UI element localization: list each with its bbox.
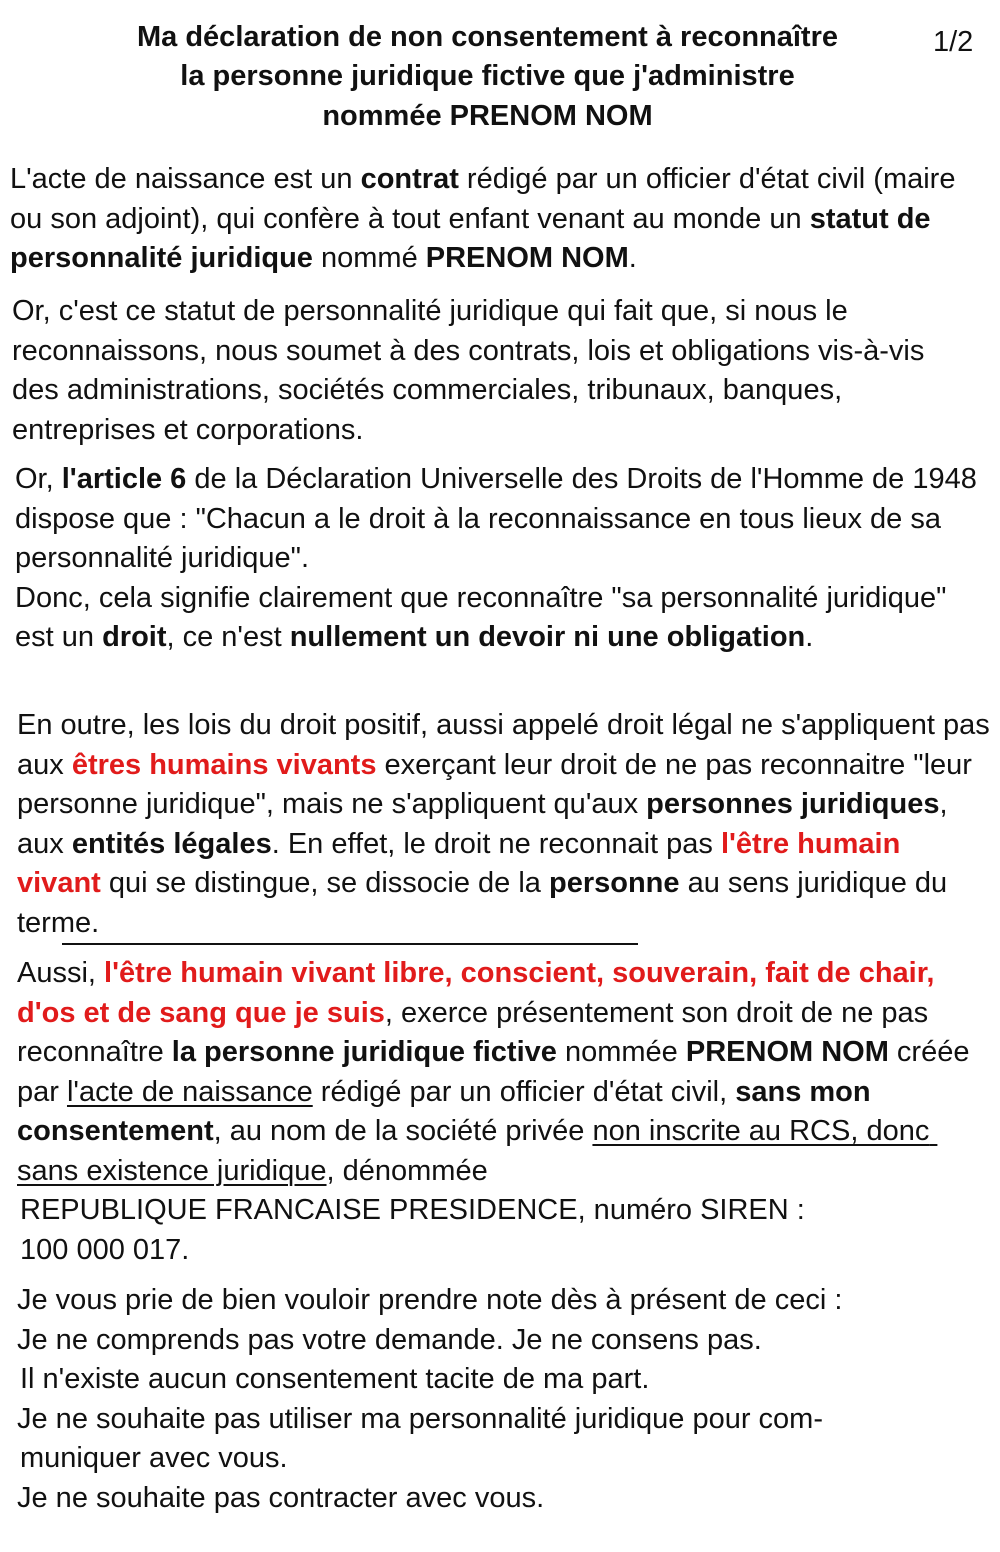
text: . En effet, le droit ne reconnait pas (271, 827, 721, 860)
text: nommé (312, 242, 426, 274)
underlined-text: l'acte de naissance (66, 1075, 313, 1108)
closing-line: Je ne souhaite pas contracter avec vous. (17, 1481, 545, 1514)
text: exerçant leur droit de ne pas reconnaitre "leur personne juridique", mais ne s'appliquent qu'aux (17, 748, 980, 820)
divider-line (62, 943, 638, 945)
page-number: 1/2 (933, 26, 974, 58)
text: , exerce présentement son droit de ne pas reconnaître (17, 996, 937, 1068)
text: Or, c'est ce statut de personnalité juridique qui fait que, si nous le reconnaissons, nous soumet à des contrats, lois et obligations vis-à-vis des administrations, sociétés commerciales, tribunaux, banques, entreprises et corporations. (12, 295, 933, 446)
closing-line: Il n'existe aucun consentement tacite de ma part. (20, 1363, 650, 1395)
bold-text: personne (548, 867, 680, 899)
red-text: l'être humain vivant libre, conscient, souverain, fait de chair, d'os et de sang que je suis (17, 957, 943, 1029)
text: rédigé par un officier d'état civil, (312, 1075, 736, 1108)
paragraph-birth-certificate (10, 160, 975, 279)
bold-text: entités légales (71, 827, 272, 860)
bold-text: PRENOM NOM (685, 1036, 889, 1068)
text: . (628, 242, 637, 274)
bold-text: sans mon consentement (17, 1075, 871, 1147)
bold-text: droit (102, 621, 167, 653)
underlined-text: non inscrite au RCS, donc sans existence juridique (17, 1115, 938, 1187)
text: , dénommée (326, 1154, 488, 1187)
text: , au nom de la société privée (213, 1115, 593, 1147)
bold-text: statut de personnalité juridique (10, 202, 931, 274)
text: de la Déclaration Universelle des Droits de l'Homme de 1948 dispose que : "Chacun a le droit à la reconnaissance en tous lieux de sa personnalité juridique". (15, 463, 985, 574)
bold-text: la personne juridique fictive (171, 1036, 557, 1068)
title-line-2: la personne juridique fictive que j'administre (180, 60, 795, 92)
text: Or, (15, 463, 62, 495)
paragraph-legal-status (12, 292, 972, 450)
bold-text: l'article 6 (61, 463, 187, 495)
paragraph-declaration (17, 954, 992, 1270)
text: , ce n'est (166, 621, 290, 653)
paragraph-article-6 (15, 460, 990, 658)
red-text: êtres humains vivants (71, 748, 377, 781)
closing-line: muniquer avec vous. (20, 1442, 288, 1474)
text: REPUBLIQUE FRANCAISE PRESIDENCE, numéro SIREN : (20, 1194, 805, 1226)
text: , aux (17, 788, 956, 860)
closing-statements (17, 1281, 992, 1518)
bold-text: personnes juridiques (646, 788, 940, 820)
text: Aussi, (17, 957, 105, 989)
text: En outre, les lois du droit positif, aussi appelé droit légal ne s'appliquent pas aux (17, 709, 998, 781)
text: au sens juridique du terme. (17, 867, 956, 939)
bold-text: nullement un devoir ni une obligation (289, 621, 806, 653)
title-line-3: nommée PRENOM NOM (322, 100, 653, 132)
title-line-1: Ma déclaration de non consentement à reconnaître (137, 21, 838, 53)
closing-line: Je vous prie de bien vouloir prendre note dès à présent de ceci : (17, 1284, 843, 1316)
bold-text: contrat (360, 163, 459, 195)
closing-line: Je ne comprends pas votre demande. Je ne consens pas. (17, 1323, 762, 1356)
text: 100 000 017. (20, 1233, 190, 1266)
paragraph-positive-law (17, 706, 998, 943)
text: créée par (17, 1036, 978, 1108)
text: . (805, 621, 814, 653)
red-text: l'être humain vivant (17, 827, 909, 899)
document-title (0, 18, 975, 136)
text: Donc, cela signifie clairement que reconnaître "sa personnalité juridique" est un (15, 581, 955, 653)
bold-text: PRENOM NOM (425, 242, 629, 274)
text: nommée (556, 1036, 686, 1068)
closing-line: Je ne souhaite pas utiliser ma personnalité juridique pour com- (17, 1402, 823, 1435)
text: rédigé par un officier d'état civil (maire ou son adjoint), qui confère à tout enfant venant au monde un (10, 163, 964, 235)
text: qui se distingue, se dissocie de la (100, 867, 549, 899)
text: L'acte de naissance est un (10, 163, 361, 195)
